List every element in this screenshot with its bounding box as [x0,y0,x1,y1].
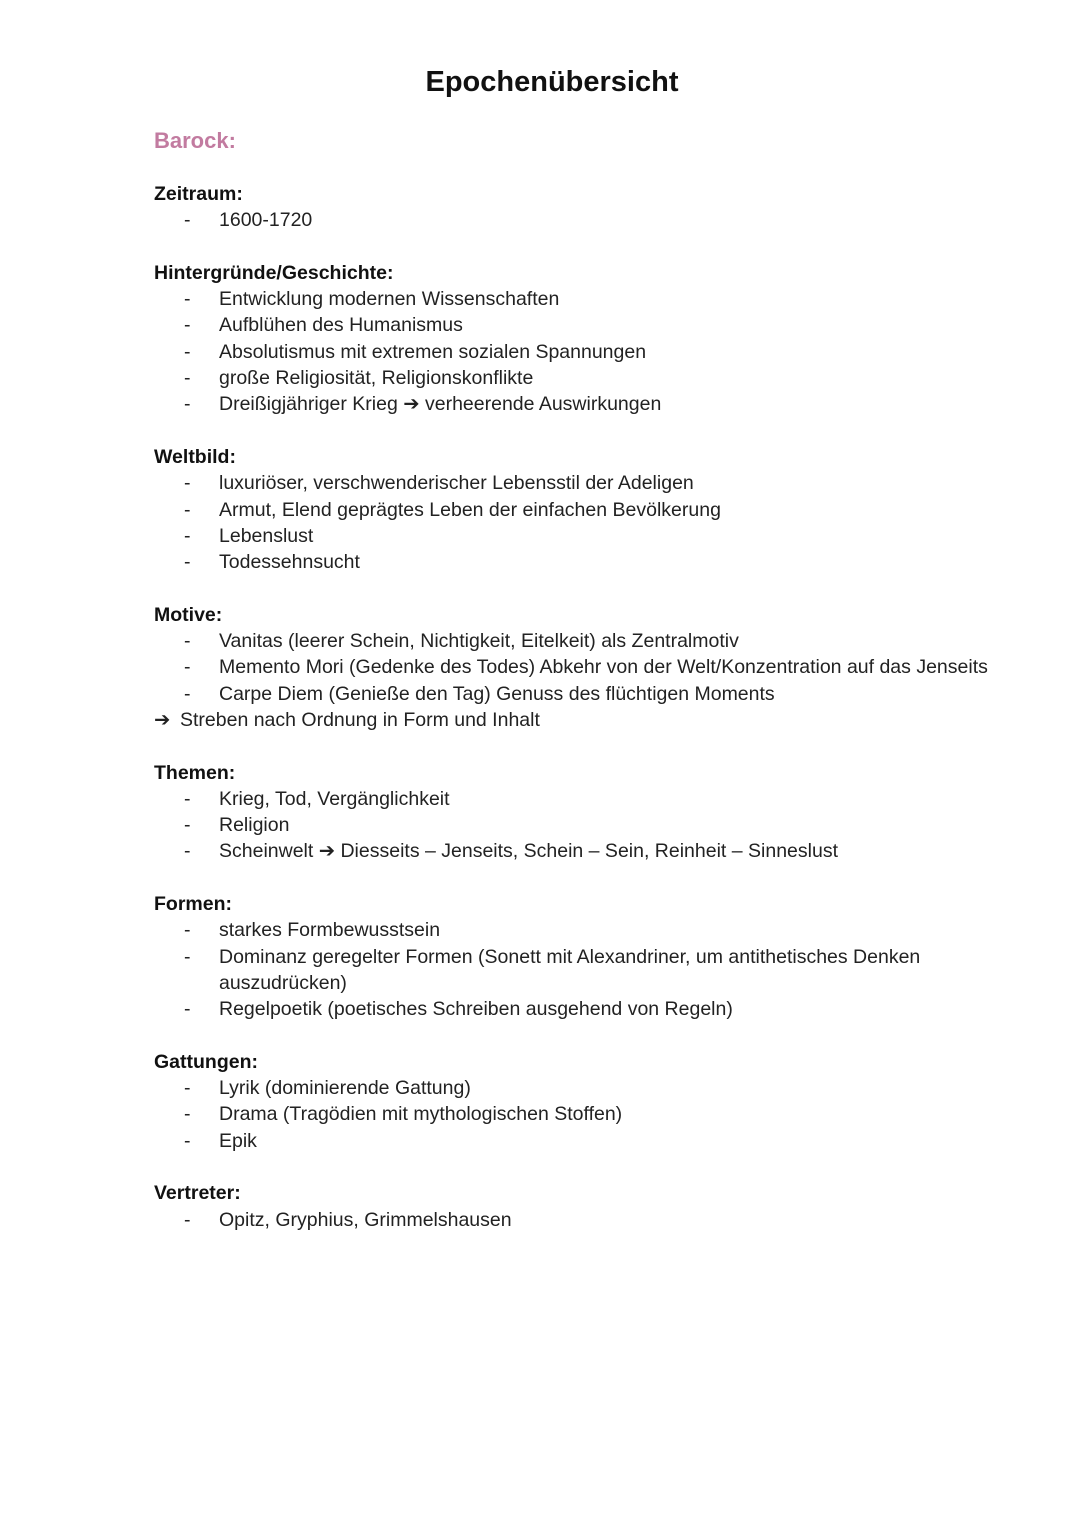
heading-vertreter: Vertreter: [154,1182,241,1205]
bullet-dash: - [184,814,191,837]
page-title: Epochenübersicht [425,66,679,98]
list-vertreter [154,1207,1034,1233]
bullet-dash: - [184,787,191,810]
bullet-dash: - [184,393,191,416]
list-gattungen [154,1075,1034,1154]
list-item [154,365,1034,391]
list-item [154,312,1034,338]
list-item [154,654,1034,680]
list-item [154,1128,1034,1154]
heading-hintergruende: Hintergründe/Geschichte: [154,261,394,284]
heading-themen: Themen: [154,761,236,784]
bullet-dash: - [184,472,191,495]
list-item-text: Religion [219,814,290,837]
list-item [154,628,1034,654]
list-item [154,497,1034,523]
section-title-barock: Barock: [154,128,236,153]
section-weltbild [154,444,1034,575]
bullet-dash: - [184,1103,191,1126]
list-item-text: Opitz, Gryphius, Grimmelshausen [219,1208,512,1231]
list-item [154,944,1034,997]
section-vertreter [154,1180,1034,1233]
bullet-dash: - [184,524,191,547]
list-item-text: Vanitas (leerer Schein, Nichtigkeit, Eitelkeit) als Zentralmotiv [219,630,739,653]
list-item-text: Memento Mori (Gedenke des Todes) Abkehr von der Welt/Konzentration auf das Jenseits [219,656,988,679]
list-item-text: Entwicklung modernen Wissenschaften [219,288,560,311]
bullet-dash: - [184,1208,191,1231]
section-themen [154,760,1034,865]
bullet-dash: - [184,288,191,311]
list-item [154,917,1034,943]
arrow-right-icon: ➔ [154,708,171,731]
list-item [154,286,1034,312]
heading-weltbild: Weltbild: [154,445,236,468]
bullet-dash: - [184,840,191,863]
document-body [154,181,1034,1259]
list-item [154,391,1034,417]
bullet-dash: - [184,945,191,968]
list-item-text: Scheinwelt ➔ Diesseits – Jenseits, Schein – Sein, Reinheit – Sinneslust [219,840,838,863]
heading-gattungen: Gattungen: [154,1050,258,1073]
list-item-text: Lyrik (dominierende Gattung) [219,1077,471,1100]
list-item-text: große Religiosität, Religionskonflikte [219,367,534,390]
list-themen [154,786,1034,865]
list-item [154,838,1034,864]
list-item-text: Armut, Elend geprägtes Leben der einfachen Bevölkerung [219,498,721,521]
list-item [154,681,1034,707]
bullet-dash: - [184,551,191,574]
bullet-dash: - [184,314,191,337]
bullet-dash: - [184,367,191,390]
bullet-dash: - [184,340,191,363]
list-item-text: Regelpoetik (poetisches Schreiben ausgehend von Regeln) [219,998,733,1021]
list-item-text: Dominanz geregelter Formen (Sonett mit Alexandriner, um antithetisches Denken auszudrücken) [219,945,921,994]
list-item-text: Epik [219,1129,257,1152]
bullet-dash: - [184,656,191,679]
list-item [154,1075,1034,1101]
list-zeitraum [154,207,1034,233]
heading-formen: Formen: [154,893,232,916]
conclusion-note [154,707,1034,733]
list-item [154,996,1034,1022]
list-hintergruende [154,286,1034,417]
conclusion-text: Streben nach Ordnung in Form und Inhalt [180,708,540,731]
list-item-text: Drama (Tragödien mit mythologischen Stoffen) [219,1103,623,1126]
heading-motive: Motive: [154,603,223,626]
list-item-text: Lebenslust [219,524,314,547]
section-motive [154,602,1034,733]
bullet-dash: - [184,498,191,521]
bullet-dash: - [184,682,191,705]
section-hintergruende [154,260,1034,418]
list-weltbild [154,470,1034,575]
section-formen [154,891,1034,1022]
bullet-dash: - [184,998,191,1021]
bullet-dash: - [184,1077,191,1100]
list-item [154,523,1034,549]
list-item [154,1101,1034,1127]
list-motive [154,628,1034,707]
list-item-text: luxuriöser, verschwenderischer Lebensstil der Adeligen [219,472,694,495]
list-item [154,549,1034,575]
list-item-text: Carpe Diem (Genieße den Tag) Genuss des flüchtigen Moments [219,682,775,705]
bullet-dash: - [184,630,191,653]
list-item-text: Aufblühen des Humanismus [219,314,463,337]
section-gattungen [154,1049,1034,1154]
list-item-text: Krieg, Tod, Vergänglichkeit [219,787,450,810]
section-zeitraum [154,181,1034,234]
list-item-text: starkes Formbewusstsein [219,919,441,942]
list-item-text: Absolutismus mit extremen sozialen Spannungen [219,340,647,363]
bullet-dash: - [184,209,191,232]
bullet-dash: - [184,919,191,942]
list-item [154,786,1034,812]
heading-zeitraum: Zeitraum: [154,183,243,205]
list-formen [154,917,1034,1022]
list-item [154,1207,1034,1233]
list-item [154,207,1034,233]
list-item-text: Dreißigjähriger Krieg ➔ verheerende Auswirkungen [219,393,662,416]
list-item [154,339,1034,365]
list-item-text: 1600-1720 [219,209,313,232]
list-item [154,470,1034,496]
list-item-text: Todessehnsucht [219,551,360,574]
bullet-dash: - [184,1129,191,1152]
list-item [154,812,1034,838]
